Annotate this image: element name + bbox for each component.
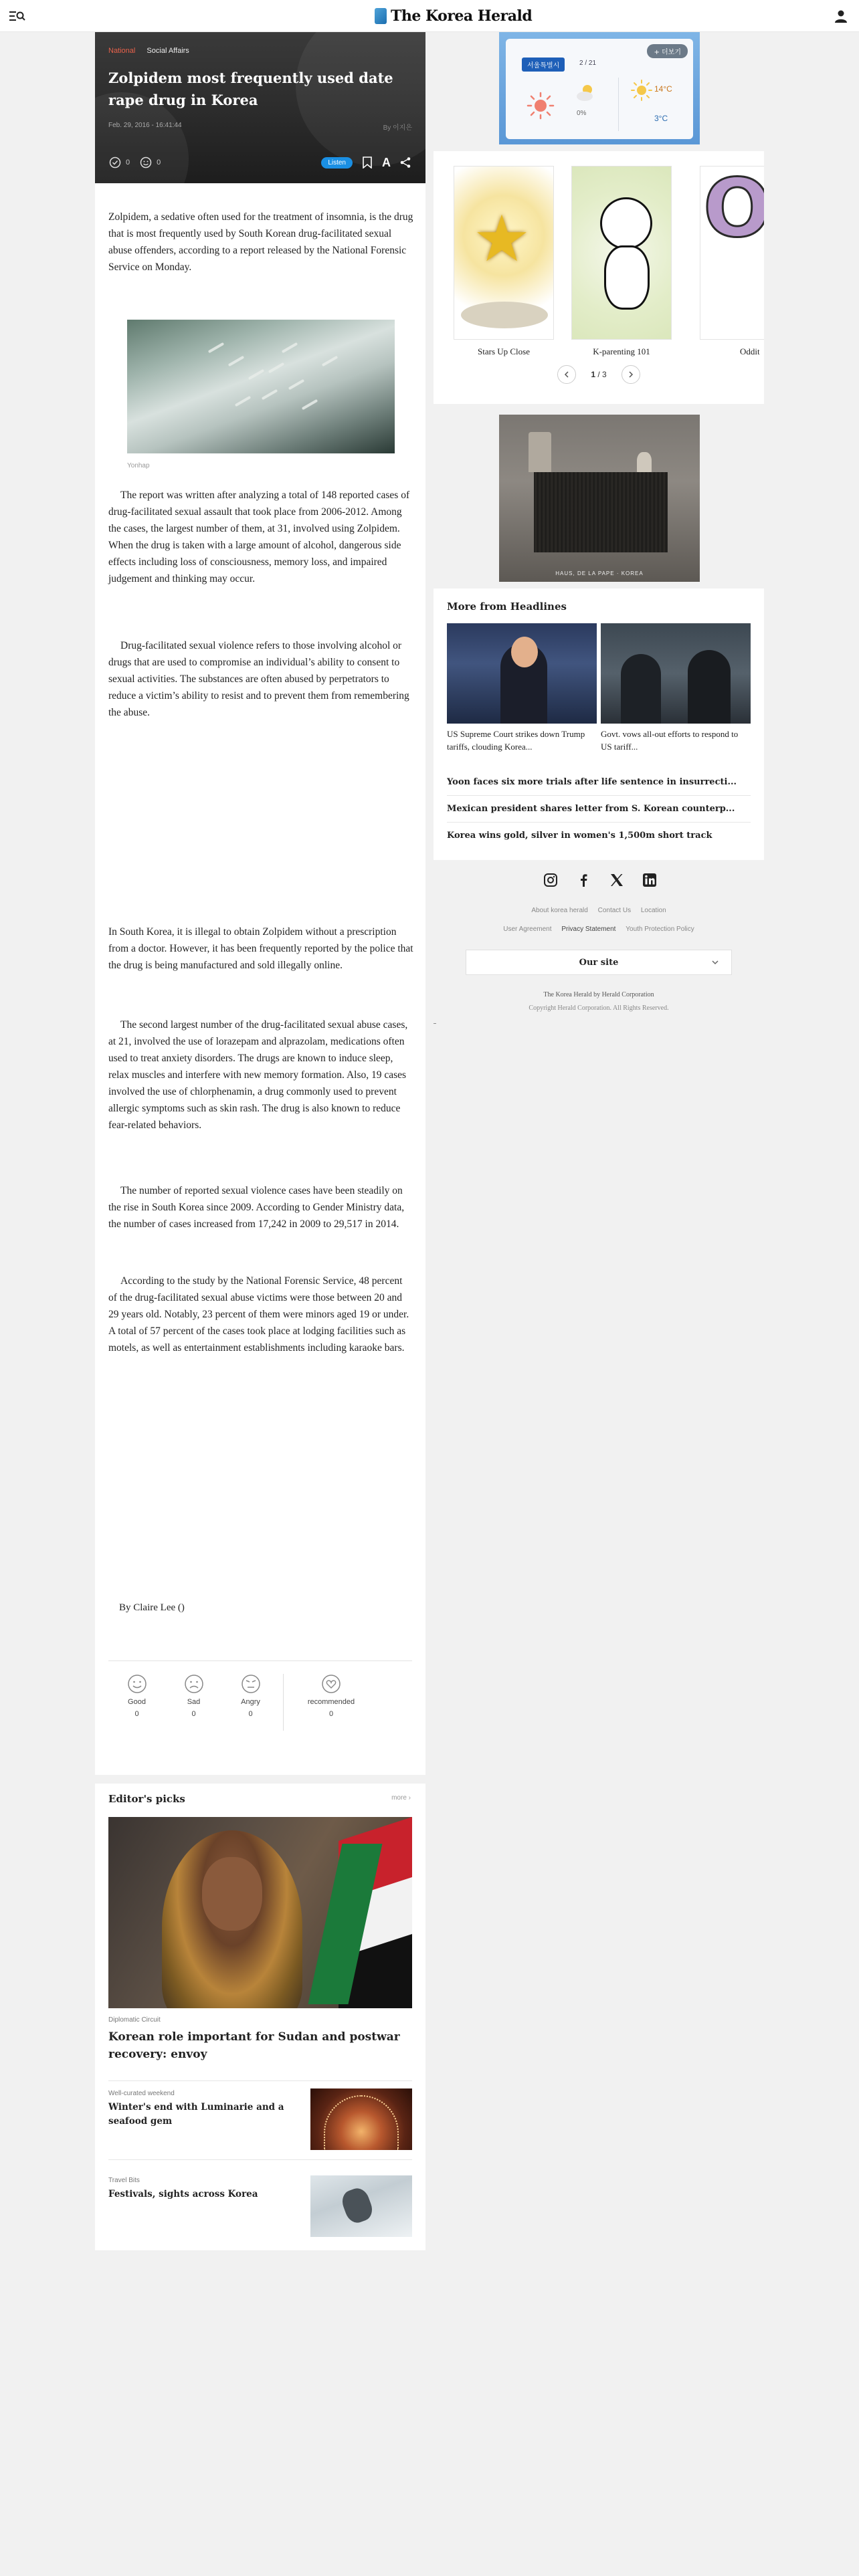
headline-card[interactable] [447, 623, 597, 753]
like-count: 0 [126, 158, 130, 167]
sad-face-icon [184, 1674, 204, 1694]
article-credit: By 이지은 [383, 124, 412, 132]
reaction-good[interactable] [108, 1674, 165, 1741]
section-title: Editor's picks [108, 1793, 185, 1805]
linkedin-icon[interactable] [642, 873, 657, 891]
copyright: Copyright Herald Corporation. All Rights Reserved. [529, 1004, 669, 1012]
headline-link[interactable]: Korea wins gold, silver in women's 1,500m short track [447, 831, 712, 841]
chevron-down-icon [711, 958, 719, 969]
footer-link[interactable]: Privacy Statement [561, 926, 616, 933]
reaction-bar [108, 1674, 412, 1741]
footer-link[interactable]: User Agreement [503, 926, 552, 933]
article-paragraph: The second largest number of the drug-facilitated sexual abuse cases, at 21, involved the use of lorazepam and alprazolam, medications often used to treat anxiety disorders. The drugs are known to induce sleep, relax muscles and interfere with new memory formation. Also, 19 cases involved the use of chlorphenamin, a drug commonly used to prevent allergic symptoms such as skin rash. The drug is also known to reduce fear-related behaviors. [108, 1019, 408, 1131]
chevron-right-icon [628, 371, 634, 378]
carousel-pager [434, 365, 764, 384]
reaction-label: Sad [187, 1698, 201, 1706]
lead-pick-title[interactable]: Korean role important for Sudan and postwar recovery: envoy [108, 2030, 400, 2061]
pick-title[interactable]: Festivals, sights across Korea [108, 2189, 258, 2199]
divider [108, 1660, 412, 1661]
article-toolbar [108, 154, 412, 171]
more-headlines [434, 588, 764, 860]
advertisement[interactable] [499, 415, 700, 582]
comics-carousel [434, 151, 764, 404]
emotion-icon[interactable] [139, 156, 153, 169]
sun-icon [630, 79, 653, 105]
pick-item[interactable] [108, 2175, 412, 2239]
reaction-label: recommended [307, 1698, 355, 1706]
reaction-angry[interactable] [222, 1674, 279, 1741]
headline-link[interactable]: Mexican president shares letter from S. Korean counterp... [447, 796, 751, 823]
temp-high: 14°C [654, 84, 672, 94]
subcategory-link[interactable]: Social Affairs [147, 47, 189, 55]
divider [434, 1023, 436, 1024]
divider [618, 78, 619, 131]
headline-image[interactable] [601, 623, 751, 724]
good-face-icon [127, 1674, 147, 1694]
ad-text: HAUS, DE LA PAPE · KOREA [555, 570, 644, 576]
article-paragraph: In South Korea, it is illegal to obtain Zolpidem without a prescription from a doctor. However, it has been frequently reported by the police that the drug is being manufactured and sold illegally online. [108, 926, 413, 971]
pick-kicker: Diplomatic Circuit [108, 2016, 161, 2024]
headline-caption[interactable]: US Supreme Court strikes down Trump tariffs, clouding Korea... [447, 729, 585, 752]
bookmark-icon[interactable] [361, 156, 374, 169]
article-column [95, 32, 425, 1775]
article-byline: By Claire Lee () [119, 1602, 185, 1613]
comic-thumbnail[interactable] [454, 166, 554, 340]
article-photo [127, 320, 395, 453]
headline-link[interactable]: Yoon faces six more trials after life sentence in insurrecti... [447, 769, 751, 796]
logo-text: The Korea Herald [391, 7, 533, 25]
lead-pick-image[interactable] [108, 1817, 412, 2008]
footer-link[interactable]: Location [640, 907, 666, 914]
weather-city: 서울특별시 [522, 58, 565, 72]
weather-date: 2 / 21 [579, 60, 597, 67]
facebook-icon[interactable] [576, 873, 591, 891]
reaction-count: 0 [328, 1710, 334, 1718]
user-icon[interactable] [834, 9, 848, 23]
more-link[interactable]: more › [391, 1794, 411, 1802]
footer-link[interactable]: About korea herald [531, 907, 588, 914]
instagram-icon[interactable] [543, 873, 558, 891]
font-size-button[interactable]: A [382, 155, 391, 169]
article-paragraph: Drug-facilitated sexual violence refers to those involving alcohol or drugs that are used to compromise an individual’s ability to consent to sexual activities. The substances are often abused by perpetrators to reduce a victim’s ability to resist and to prevent them from remembering the abuse. [108, 640, 409, 718]
like-icon[interactable] [108, 156, 122, 169]
company-name: The Korea Herald by Herald Corporation [543, 991, 654, 998]
headline-caption[interactable]: Govt. vows all-out efforts to respond to US tariff... [601, 729, 739, 752]
photo-caption: Yonhap [127, 462, 150, 469]
reaction-label: Angry [241, 1698, 260, 1706]
footer-link[interactable]: Contact Us [597, 907, 632, 914]
weather-more-button[interactable]: + 더보기 [647, 44, 688, 58]
weather-card [506, 39, 693, 139]
cloud-sun-icon [574, 82, 598, 109]
article-title: Zolpidem most frequently used date rape drug in Korea [108, 70, 393, 108]
listen-button[interactable]: Listen [321, 157, 353, 169]
article-header [95, 32, 425, 183]
headline-list [447, 769, 751, 849]
prev-button[interactable] [557, 365, 576, 384]
pick-item[interactable] [108, 2088, 412, 2152]
article-paragraph: According to the study by the National Forensic Service, 48 percent of the drug-facilitated sexual abuse victims were those between 20 and 29 years old. Notably, 23 percent of them were minors aged 19 or under. A total of 57 percent of the cases took place at lodging facilities such as motels, as well as entertainment establishments including karaoke bars. [108, 1275, 409, 1354]
headline-image[interactable] [447, 623, 597, 724]
reaction-count: 0 [134, 1710, 139, 1718]
angry-face-icon [241, 1674, 261, 1694]
comic-label: K-parenting 101 [593, 346, 650, 356]
comic-label: Stars Up Close [478, 346, 530, 356]
divider [108, 2080, 412, 2081]
pick-kicker: Well-curated weekend [108, 2090, 175, 2097]
pick-thumbnail[interactable] [310, 2175, 412, 2237]
share-icon[interactable] [399, 156, 412, 169]
category-link[interactable]: National [108, 47, 136, 55]
reaction-count: 0 [191, 1710, 196, 1718]
article-paragraph: Zolpidem, a sedative often used for the treatment of insomnia, is the drug that is most frequently used by South Korean drug-facilitated sexual abuse offenders, according to a report released by the National Forensic Service on Monday. [108, 211, 413, 273]
article-date: Feb. 29, 2016 - 16:41:44 [108, 122, 182, 129]
footer-links [432, 907, 765, 914]
breadcrumb [108, 47, 189, 55]
heart-icon [321, 1674, 341, 1694]
weather-widget [499, 32, 700, 144]
pick-thumbnail[interactable] [310, 2088, 412, 2150]
top-bar [0, 0, 859, 32]
comic-card[interactable] [571, 166, 672, 357]
our-site-dropdown[interactable] [466, 950, 732, 975]
our-site-label: Our site [579, 957, 619, 968]
comic-thumbnail[interactable] [700, 166, 764, 340]
menu-search-icon[interactable] [9, 9, 25, 23]
next-button[interactable] [622, 365, 640, 384]
logo-mark-icon [375, 8, 387, 24]
emotion-count: 0 [157, 158, 161, 167]
headline-card[interactable] [601, 623, 751, 753]
editors-picks [95, 1784, 425, 2250]
footer-links [432, 926, 765, 933]
divider [108, 2159, 412, 2160]
divider [283, 1674, 284, 1731]
comic-card[interactable] [454, 166, 554, 357]
reaction-recommended[interactable] [288, 1674, 375, 1741]
precip-chance: 0% [577, 110, 587, 117]
footer-link[interactable]: Youth Protection Policy [626, 926, 694, 933]
comic-label: Oddit [740, 346, 760, 356]
article-paragraph: The number of reported sexual violence cases have been steadily on the rise in South Korea since 2009. According to Gender Ministry data, the number of cases increased from 17,242 in 2009 to 29,517 in 2014. [108, 1185, 405, 1230]
x-icon[interactable] [609, 873, 624, 891]
chevron-left-icon [563, 371, 570, 378]
social-links [543, 872, 657, 891]
temp-low: 3°C [654, 114, 668, 123]
comic-thumbnail[interactable] [571, 166, 672, 340]
footer-company [432, 988, 765, 1015]
article-paragraph: The report was written after analyzing a total of 148 reported cases of drug-facilitated sexual assault that took place from 2006-2012. Among the cases, the largest number of them, at 31, involved using Zolpidem. When the drug is taken with a large amount of alcohol, dangerous side effects including loss of consciousness, memory loss, and impaired judgement and thinking may occur. [108, 490, 410, 584]
reaction-count: 0 [248, 1710, 253, 1718]
reaction-sad[interactable] [165, 1674, 222, 1741]
sun-icon [526, 91, 555, 124]
comic-card[interactable] [700, 166, 764, 357]
pick-title[interactable]: Winter's end with Luminarie and a seafood gem [108, 2102, 284, 2127]
page-indicator: 1 / 3 [591, 370, 607, 379]
pick-kicker: Travel Bits [108, 2177, 140, 2184]
site-logo[interactable] [375, 7, 532, 25]
reaction-label: Good [128, 1698, 146, 1706]
section-title: More from Headlines [447, 601, 567, 613]
